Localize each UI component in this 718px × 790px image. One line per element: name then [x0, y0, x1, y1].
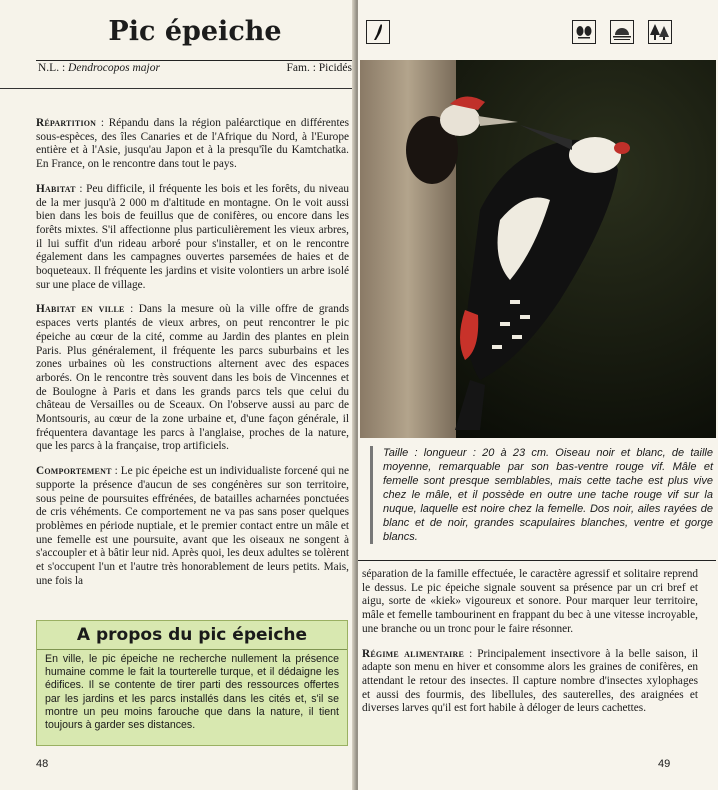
latin-name-line — [38, 62, 160, 74]
name-family-row — [38, 62, 352, 74]
right-page — [358, 0, 718, 790]
section-regime — [362, 648, 698, 717]
continuation-paragraph: séparation de la famille effectuée, le caractère agressif et solitaire reprend le dessus. Le pic épeiche signale souvent sa présence par un cri bref et aigu, sorte de «kiek» vigoureux et sonore. Pour marquer leur territoire, mâle et femelle tambourinent en frappant du bec à une vitesse incroyable, une branche ou un tronc pour le faire résonner. — [362, 568, 698, 635]
section-heading: Répartition — [36, 117, 97, 129]
left-page — [0, 0, 356, 790]
photo-caption: Taille : longueur : 20 à 23 cm. Oiseau noir et blanc, de taille moyenne, remarquable par son bas-ventre rouge vif. Mâle et femelle sont presque semblables, mais cette tache est plus vive chez le mâle, et il possède en outre une tache rouge vif sur la nuque, laquelle est noire chez la femelle. Dos noir, ailes rayées de blanc et de noir, grandes scapulaires blanches, ventre et gorge blancs. — [370, 446, 713, 544]
sunset-marsh-icon — [610, 20, 634, 44]
page-number-left: 48 — [36, 758, 49, 770]
forest-icon — [648, 20, 672, 44]
info-box-title: A propos du pic épeiche — [76, 625, 308, 645]
page-title: Pic épeiche — [108, 16, 282, 47]
section-text: : Principalement insectivore à la belle saison, il adapte son menu en hiver et consomme alors les graines de conifères, en attendant le retour des insectes. Il capture nombre d'insectes xylophages et aussi des fourmis, des libellules, des sauterelles, des araignées et diverses larves qu'il est fort habile à déloger de leurs cachettes. — [362, 647, 698, 715]
left-body-text — [36, 117, 349, 600]
info-box-text: En ville, le pic épeiche ne recherche nullement la présence humaine comme le fait la tourterelle turque, et il dédaigne les édifices. Il se contente de tirer parti des ressources offertes par les jardins et les parcs installés dans les cités et, s'il se montre un peu moins farouche que dans la nature, il tient toujours à garder ses distances. — [45, 653, 339, 732]
section-habitat-ville — [36, 303, 349, 454]
section-habitat — [36, 183, 349, 293]
section-comportement — [36, 465, 349, 588]
section-text: : Dans la mesure où la ville offre de grands espaces verts plantés de vieux arbres, on peut rencontrer le pic épeiche au cœur de la cité, comme au Jardin des plantes en plein Paris. Plus généralement, il fréquente les parcs suburbains et les zones urbaines où les constructions alternent avec des espaces arborés. On le rencontre très souvent dans les bois de Vincennes et de Boulogne à Paris et dans les grands parcs tels que celui du château de Versailles ou de Sceaux. On l'observe aussi au parc de Montsouris, au cœur de la zone urbaine et, d'une façon générale, il fréquentera davantage les parcs à l'anglaise, proches de la nature, que les parcs à la française, trop artificiels. — [36, 303, 349, 453]
section-heading: Habitat en ville — [36, 303, 125, 316]
nl-label: N.L. : — [38, 62, 66, 74]
bird-silhouette-icon — [366, 20, 390, 44]
section-heading: Habitat — [36, 182, 76, 195]
section-heading: Comportement — [36, 465, 112, 478]
info-box — [36, 620, 348, 746]
page-number-right: 49 — [658, 758, 671, 770]
right-body-text — [362, 568, 698, 727]
section-repartition — [36, 117, 349, 172]
caption-rule — [358, 560, 716, 561]
section-text: : Répandu dans la région paléarctique en différentes sous-espèces, des îles Canaries et de l'Afrique du Nord, à l'Europe entière et à l'Asie, jusqu'au Japon et à la presqu'île du Kamtchatka. En France, on le rencontre dans tout le pays. — [36, 117, 349, 171]
family-name: Fam. : Picidés — [286, 62, 352, 74]
section-heading: Régime alimentaire — [362, 647, 465, 660]
section-text: : Peu difficile, il fréquente les bois et les forêts, du niveau de la mer jusqu'à 2 000 m d'altitude en montagne. On le voit aussi bien dans les bois de feuillus que de conifères, ou encore dans les forêts mixtes. S'il affectionne plus particulièrement les vieux arbres, il lui suffit d'un rideau arboré pour s'installer, et on le rencontre également dans les campagnes ouvertes parsemées de haies et de boqueteaux. Il fréquente les jardins et visite volontiers un arbre isolé sur une place de village. — [36, 182, 349, 291]
woodpecker-photo — [360, 60, 716, 438]
birds-pair-icon — [572, 20, 596, 44]
header-rule — [0, 88, 356, 89]
info-box-rule — [37, 649, 347, 650]
latin-name: Dendrocopos major — [68, 62, 160, 74]
title-rule — [36, 60, 354, 61]
section-text: : Le pic épeiche est un individualiste forcené qui ne supporte la présence d'aucun de ses congénères sur son territoire, sous peine de poursuites effrénées, de batailles acharnées ponctuées de cris véhéments. Ce comportement ne va pas sans poser quelques problèmes en période nuptiale, et le premier contact entre un mâle et une femelle est une poursuite, avant que les oiseaux ne songent à s'accoupler et à bâtir leur nid. Après quoi, les deux adultes se tolèrent et s'occupent l'un et l'autre très honorablement de leurs petits. Mais, une fois la — [36, 465, 349, 587]
